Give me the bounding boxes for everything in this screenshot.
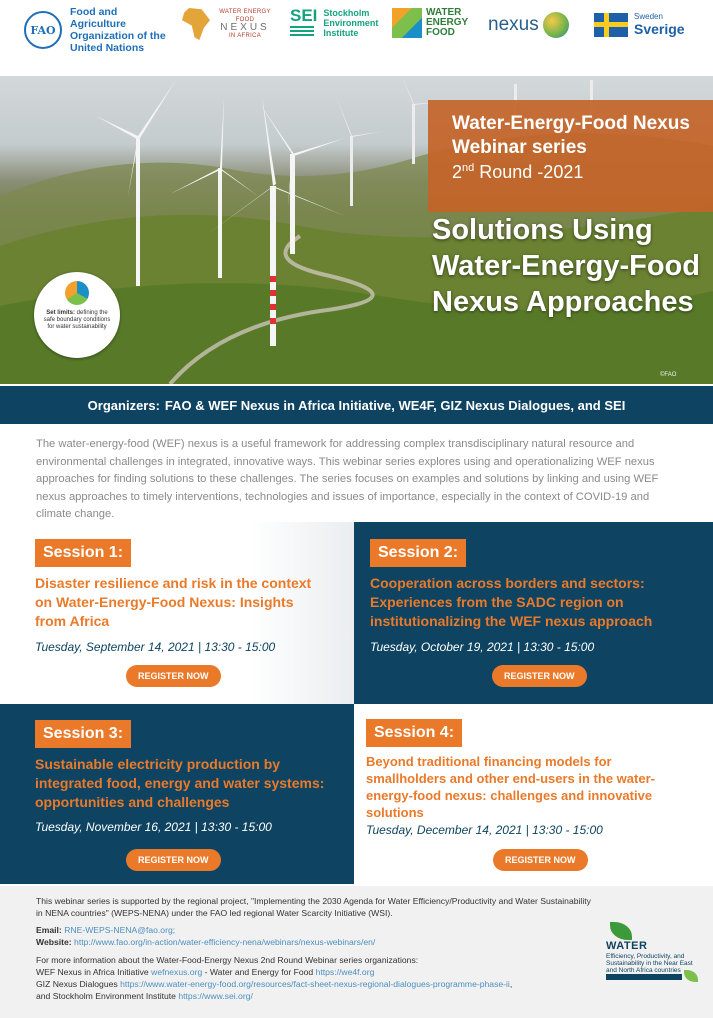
water-logo-title: WATER (606, 940, 648, 952)
leaf-icon (610, 922, 632, 940)
nexus-name: nexus (488, 14, 539, 35)
intro-paragraph: The water-energy-food (WEF) nexus is a useful framework for addressing complex transdisciplinary natural resource and environmental challenges in integrated, innovative ways. This webinar series explores using and operationalizing WEF nexus approaches for finding solutions to these challenges. The series focuses on examples and solutions by linking and using WEF nexus approaches to timely interventions, technologies and issues of importance, especially in the context of COVID-19 and climate change. (36, 438, 659, 520)
website-line: Website: http://www.fao.org/in-action/water-efficiency-nena/webinars/nexus-webinars/en/ (36, 937, 376, 947)
register-button[interactable]: REGISTER NOW (126, 849, 221, 871)
register-button[interactable]: REGISTER NOW (492, 665, 587, 687)
sei-logo (290, 8, 403, 38)
session-card-3 (0, 704, 356, 884)
fao-name: Food and Agriculture Organization of the United Nations (70, 6, 166, 54)
sweden-logo (594, 12, 713, 37)
sei-name: Stockholm Environment Institute (323, 8, 379, 38)
nexus-africa-big: NEXUS (220, 22, 270, 33)
session-card-1 (0, 522, 356, 704)
water-energy-food-logo (392, 8, 470, 38)
org-line-1: WEF Nexus in Africa Initiative wefnexus.org - Water and Energy for Food https://we4f.org (36, 967, 375, 977)
session-tag: Session 4: (366, 719, 462, 747)
email-link[interactable]: RNE-WEPS-NENA@fao.org; (64, 925, 176, 935)
org-line-2: GIZ Nexus Dialogues https://www.water-energy-food.org/resources/fact-sheet-nexus-regional-dialogues-programme-phase-ii, (36, 979, 513, 989)
sei-bars-icon (290, 26, 314, 38)
sweden-label: Sweden (634, 12, 713, 21)
wef-name: WATER ENERGY FOOD (426, 7, 469, 38)
nexus-africa-bottom: IN AFRICA (228, 33, 262, 39)
session-card-2 (354, 522, 713, 704)
nexus-logo (488, 12, 569, 38)
session-title: Disaster resilience and risk in the context on Water-Energy-Food Nexus: Insights from Africa (35, 575, 312, 629)
session-date: Tuesday, December 14, 2021 | 13:30 - 15:00 (366, 823, 603, 837)
fao-logo (24, 6, 170, 54)
swedish-flag-icon (594, 13, 628, 37)
register-button[interactable]: REGISTER NOW (126, 665, 221, 687)
wef-nexus-africa-logo (182, 8, 276, 40)
org-line-3: and Stockholm Environment Institute https://www.sei.org/ (36, 991, 253, 1001)
wefnexus-link[interactable]: wefnexus.org (151, 967, 203, 977)
session-title: Beyond traditional financing models for smallholders and other end-users in the water-energy-food nexus: challenges and innovative solutions (366, 754, 655, 820)
organizers-value: FAO & WEF Nexus in Africa Initiative, WE4F, GIZ Nexus Dialogues, and SEI (164, 397, 626, 413)
session-tag: Session 2: (370, 539, 466, 567)
session-title: Sustainable electricity production by integrated food, energy and water systems: opportunities and challenges (35, 756, 325, 810)
session-tag: Session 3: (35, 720, 131, 748)
nexus-africa-top: WATER ENERGY FOOD (219, 9, 271, 23)
photo-credit: ©FAO (660, 372, 677, 378)
organizers-label: Organizers: (87, 397, 160, 413)
nexus-globe-icon (543, 12, 569, 38)
email-line: Email: RNE-WEPS-NENA@fao.org; (36, 925, 176, 935)
logo-bar (0, 0, 713, 76)
session-date: Tuesday, November 16, 2021 | 13:30 - 15:00 (35, 820, 272, 834)
organizers-bar (0, 386, 713, 424)
session-date: Tuesday, October 19, 2021 | 13:30 - 15:00 (370, 640, 595, 654)
series-title: Water-Energy-Food Nexus Webinar series (452, 113, 690, 158)
footer (0, 886, 713, 1018)
wef-mark-icon (392, 8, 422, 38)
session-date: Tuesday, September 14, 2021 | 13:30 - 15:00 (35, 640, 276, 654)
main-headline: Solutions Using Water-Energy-Food Nexus Approaches (432, 214, 700, 318)
we4f-link[interactable]: https://we4f.org (315, 967, 375, 977)
sei-link[interactable]: https://www.sei.org/ (178, 991, 253, 1001)
water-energy-food-icon (65, 281, 89, 305)
website-link[interactable]: http://www.fao.org/in-action/water-efficiency-nena/webinars/nexus-webinars/en/ (74, 937, 376, 947)
sei-mark: SEI (290, 6, 318, 25)
water-logo-subtitle: Efficiency, Productivity, and Sustainability in the Near East and North Africa countries (606, 953, 693, 974)
round-label: 2nd Round -2021 (452, 162, 584, 182)
support-note: This webinar series is supported by the regional project, "Implementing the 2030 Agenda for Water Efficiency/Productivity and Water Sustainability in NENA countries" (WEPS-NENA) under the FAO led regional Water Scarcity Initiative (WSI). (36, 896, 591, 918)
water-wsi-logo (604, 922, 700, 986)
africa-map-icon (182, 8, 210, 40)
session-title: Cooperation across borders and sectors: Experiences from the SADC region on institutionalizing the WEF nexus approach (370, 575, 653, 629)
register-button[interactable]: REGISTER NOW (493, 849, 588, 871)
badge-caption: Set limits: defining the safe boundary conditions for water sustainability (43, 310, 111, 330)
fao-emblem-icon: FAO (24, 11, 62, 49)
session-card-4 (354, 704, 713, 884)
session-tag: Session 1: (35, 539, 131, 567)
giz-link[interactable]: https://www.water-energy-food.org/resources/fact-sheet-nexus-regional-dialogues-programme-phase-ii (120, 979, 510, 989)
sverige-label: Sverige (634, 21, 685, 37)
water-logo-bar (606, 974, 682, 980)
more-info-heading: For more information about the Water-Food-Energy Nexus 2nd Round Webinar series organizations: (36, 955, 419, 965)
set-limits-badge (34, 272, 120, 358)
hero-banner (0, 76, 713, 384)
